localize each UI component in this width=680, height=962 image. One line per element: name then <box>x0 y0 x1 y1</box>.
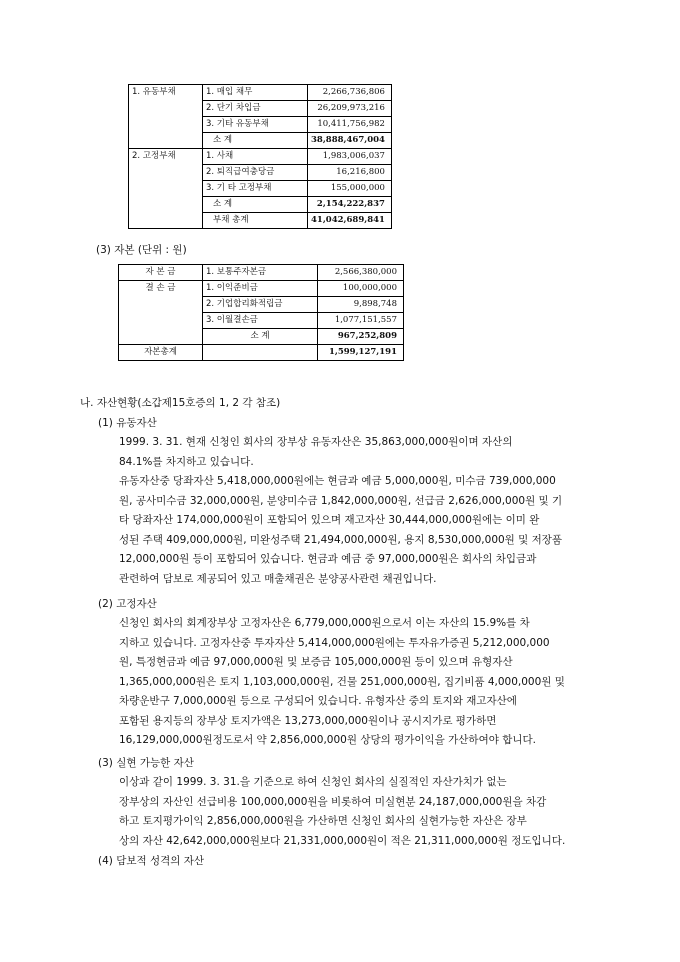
item-cell: 2. 기업합리화적립금 <box>203 297 318 313</box>
item-cell: 소 계 <box>203 329 318 345</box>
table-row <box>129 165 392 181</box>
item-cell: 1. 보통주자본금 <box>203 265 318 281</box>
realizable-assets-body <box>119 773 624 851</box>
amount-cell: 2,566,380,000 <box>318 265 404 281</box>
category-cell: 자 본 금 <box>119 265 203 281</box>
fixed-assets-title: (2) 고정자산 <box>98 598 157 610</box>
text-line: 차량운반구 7,000,000원 등으로 구성되어 있습니다. 유형자산 중의 토지와 재고자산에 <box>119 695 517 707</box>
item-cell: 1. 이익준비금 <box>203 281 318 297</box>
category-cell: 1. 유동부채 <box>129 85 203 101</box>
amount-cell: 2,266,736,806 <box>308 85 392 101</box>
fixed-assets-body <box>119 614 624 751</box>
amount-cell: 1,599,127,191 <box>318 345 404 361</box>
text-line: 유동자산중 당좌자산 5,418,000,000원에는 현금과 예금 5,000,000원, 미수금 739,000,000 <box>119 475 556 487</box>
table-row <box>129 101 392 117</box>
collateral-heading: (4) 담보적 성격의 자산 <box>98 855 205 867</box>
text-line: 원, 공사미수금 32,000,000원, 분양미수금 1,842,000,000원, 선급금 2,626,000,000원 및 기 <box>119 494 563 507</box>
amount-cell: 9,898,748 <box>318 297 404 313</box>
text-line: 신청인 회사의 회계장부상 고정자산은 6,779,000,000원으로서 이는 자산의 15.9%를 차 <box>119 617 530 629</box>
table-row <box>129 197 392 213</box>
table-row <box>129 85 392 101</box>
current-assets-title: (1) 유동자산 <box>98 417 157 429</box>
text-line: 원, 특정현금과 예금 97,000,000원 및 보증금 105,000,000원 등이 있으며 유형자산 <box>119 656 513 668</box>
table-row <box>119 345 404 361</box>
text-line: 성된 주택 409,000,000원, 미완성주택 21,494,000,000원, 용지 8,530,000,000원 및 저장품 <box>119 533 563 546</box>
table-row <box>119 313 404 329</box>
category-cell <box>119 329 203 345</box>
category-cell <box>129 165 203 181</box>
category-cell <box>129 181 203 197</box>
item-cell: 1. 매입 채무 <box>203 85 308 101</box>
item-cell <box>203 345 318 361</box>
item-cell: 2. 단기 차입금 <box>203 101 308 117</box>
table-row <box>119 297 404 313</box>
item-cell: 3. 기 타 고정부채 <box>203 181 308 197</box>
text-line: 타 당좌자산 174,000,000원이 포함되어 있으며 재고자산 30,444,000,000원에는 이미 완 <box>119 514 540 526</box>
text-line: 84.1%를 차지하고 있습니다. <box>119 455 254 468</box>
item-cell: 소 계 <box>203 133 308 149</box>
capital-heading: (3) 자본 (단위 : 원) <box>96 244 187 256</box>
item-cell: 3. 기타 유동부채 <box>203 117 308 133</box>
item-cell: 부채 총계 <box>203 213 308 229</box>
amount-cell: 155,000,000 <box>308 181 392 197</box>
section-heading: 나. 자산현황(소갑제15호증의 1, 2 각 참조) <box>80 397 281 409</box>
amount-cell: 967,252,809 <box>318 329 404 345</box>
liabilities-table <box>128 84 392 229</box>
text-line: 12,000,000원 등이 포함되어 있습니다. 현금과 예금 중 97,000,000원은 회사의 차입금과 <box>119 553 537 565</box>
table-row <box>129 117 392 133</box>
category-cell <box>129 133 203 149</box>
item-cell: 소 계 <box>203 197 308 213</box>
table-row <box>129 213 392 229</box>
amount-cell: 1,077,151,557 <box>318 313 404 329</box>
text-line: 16,129,000,000원정도로서 약 2,856,000,000원 상당의 평가이익을 가산하여야 합니다. <box>119 734 536 746</box>
amount-cell: 41,042,689,841 <box>308 213 392 229</box>
text-line: 하고 토지평가이익 2,856,000,000원을 가산하면 신청인 회사의 실현가능한 자산은 장부 <box>119 815 527 827</box>
text-line: 장부상의 자산인 선급비용 100,000,000원을 비롯하여 미실현분 24,187,000,000원을 차감 <box>119 795 547 808</box>
item-cell: 3. 이월결손금 <box>203 313 318 329</box>
amount-cell: 2,154,222,837 <box>308 197 392 213</box>
text-line: 이상과 같이 1999. 3. 31.을 기준으로 하여 신청인 회사의 실질적인 자산가치가 없는 <box>119 776 507 788</box>
category-cell <box>129 117 203 133</box>
item-cell: 2. 퇴직급여충당금 <box>203 165 308 181</box>
table-row <box>129 181 392 197</box>
category-cell <box>119 313 203 329</box>
category-cell: 자본총계 <box>119 345 203 361</box>
text-line: 상의 자산 42,642,000,000원보다 21,331,000,000원이 적은 21,311,000,000원 정도입니다. <box>119 834 566 847</box>
category-cell: 2. 고정부채 <box>129 149 203 165</box>
table-row <box>119 265 404 281</box>
text-line: 관련하여 담보로 제공되어 있고 매출채권은 분양공사관련 채권입니다. <box>119 572 437 585</box>
realizable-assets-title: (3) 실현 가능한 자산 <box>98 757 194 769</box>
category-cell: 결 손 금 <box>119 281 203 297</box>
table-row <box>119 281 404 297</box>
amount-cell: 1,983,006,037 <box>308 149 392 165</box>
amount-cell: 10,411,756,982 <box>308 117 392 133</box>
table-row <box>119 329 404 345</box>
category-cell <box>119 297 203 313</box>
amount-cell: 26,209,973,216 <box>308 101 392 117</box>
category-cell <box>129 213 203 229</box>
category-cell <box>129 101 203 117</box>
text-line: 포함된 용지등의 장부상 토지가액은 13,273,000,000원이나 공시지가로 평가하면 <box>119 714 497 727</box>
table-row <box>129 133 392 149</box>
current-assets-body <box>119 433 624 589</box>
amount-cell: 16,216,800 <box>308 165 392 181</box>
text-line: 지하고 있습니다. 고정자산중 투자자산 5,414,000,000원에는 투자유가증권 5,212,000,000 <box>119 636 550 649</box>
table-row <box>129 149 392 165</box>
category-cell <box>129 197 203 213</box>
amount-cell: 38,888,467,004 <box>308 133 392 149</box>
capital-table <box>118 264 404 361</box>
amount-cell: 100,000,000 <box>318 281 404 297</box>
text-line: 1,365,000,000원은 토지 1,103,000,000원, 건물 251,000,000원, 집기비품 4,000,000원 및 <box>119 675 565 688</box>
item-cell: 1. 사채 <box>203 149 308 165</box>
text-line: 1999. 3. 31. 현재 신청인 회사의 장부상 유동자산은 35,863,000,000원이며 자산의 <box>119 436 513 448</box>
